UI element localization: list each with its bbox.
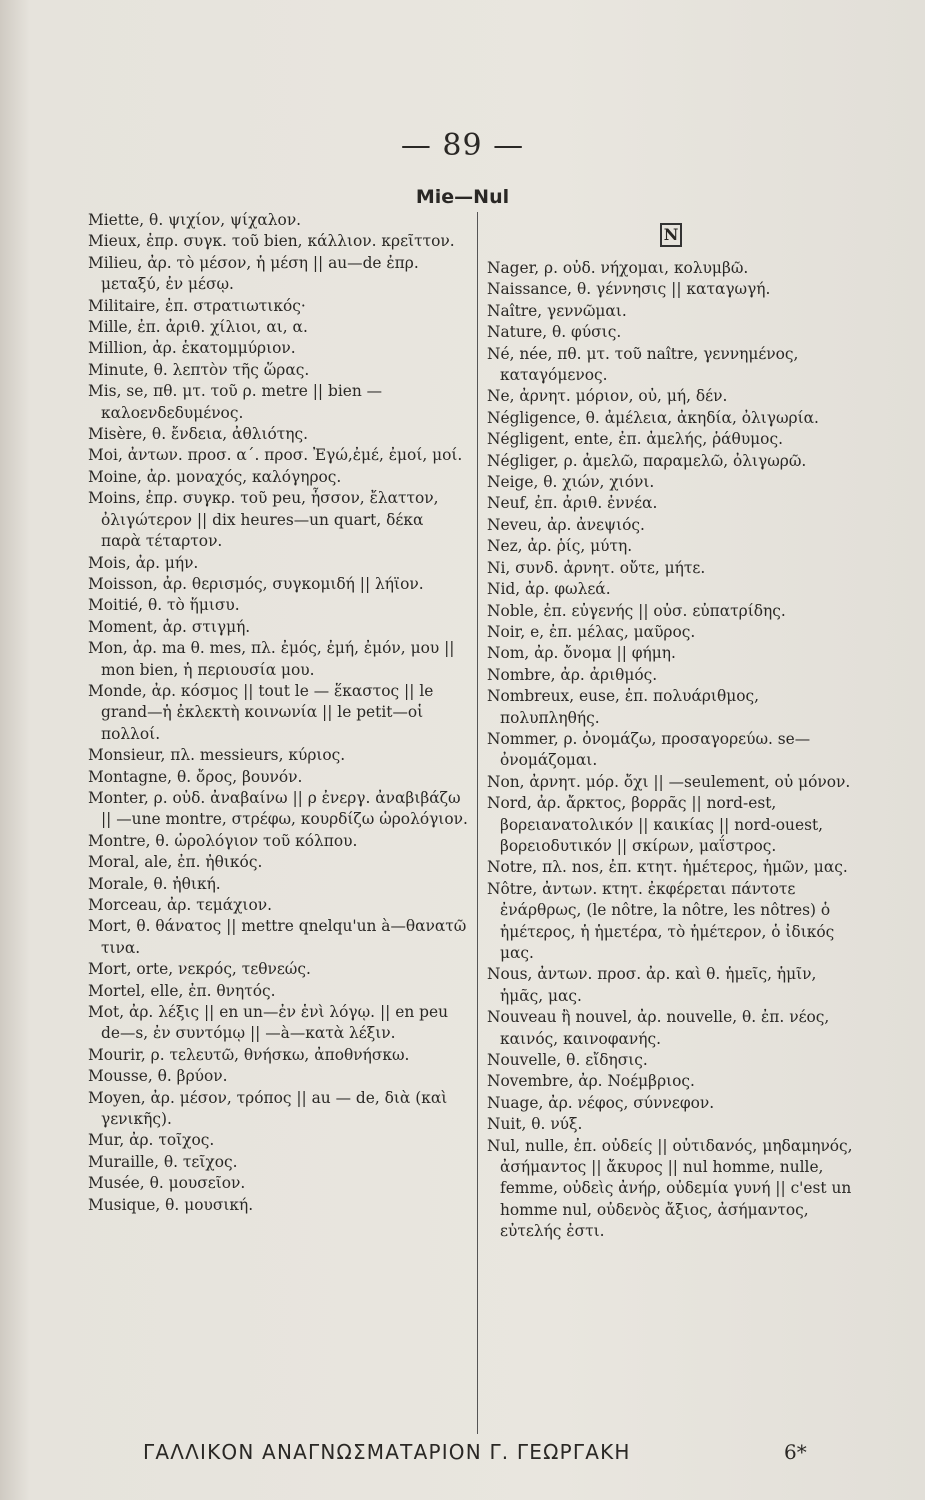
- dictionary-entry: Nombre, ἀρ. ἀριθμός.: [487, 665, 658, 684]
- dictionary-entry: Ni, συνδ. ἀρνητ. οὔτε, μήτε.: [487, 558, 706, 577]
- footer-title: ΓΑΛΛΙΚΟΝ ΑΝΑΓΝΩΣΜΑΤΑΡΙΟΝ Γ. ΓΕΩΡΓΑΚΗ: [143, 1440, 631, 1464]
- dictionary-entry: Mort, θ. θάνατος || mettre qnelqu'un à—θανατῶ τινα.: [88, 917, 467, 957]
- right-entries: [487, 258, 855, 1243]
- dictionary-entry: Moi, ἀντων. προσ. α΄. προσ. Ἐγώ,ἐμέ, ἐμοί, μοί.: [88, 446, 463, 465]
- dictionary-entry: Notre, πλ. nos, ἐπ. κτητ. ἡμέτερος, ἡμῶν, μας.: [487, 858, 848, 877]
- dictionary-entry: Mot, ἀρ. λέξις || en un—ἐν ἑνὶ λόγῳ. || en peu de—s, ἐν συντόμῳ || —à—κατὰ λέξιν.: [88, 1003, 449, 1043]
- dictionary-entry: Musique, θ. μουσική.: [88, 1195, 254, 1214]
- dictionary-entry: Moins, ἐπρ. συγκρ. τοῦ peu, ἧσσον, ἔλαττον, ὀλιγώτερον || dix heures—un quart, δέκα παρὰ τέταρτον.: [88, 489, 439, 551]
- dictionary-entry: Nul, nulle, ἐπ. οὐδείς || οὐτιδανός, μηδαμηνός, ἀσήμαντος || ἄκυρος || nul homme, nulle, femme, οὐδεὶς ἀνήρ, οὐδεμία γυνή || c'est un homme nul, οὐδενὸς ἄξιος, ἀσήμαντος, εὐτελής ἐστι.: [487, 1136, 853, 1241]
- letter-heading: [487, 210, 855, 258]
- dictionary-entry: Nager, ρ. οὐδ. νήχομαι, κολυμβῶ.: [487, 259, 749, 277]
- dictionary-entry: Morceau, ἀρ. τεμάχιον.: [88, 896, 272, 914]
- dictionary-entry: Montagne, θ. ὄρος, βουνόν.: [88, 767, 303, 786]
- dictionary-entry: Mille, ἐπ. ἀριθ. χίλιοι, αι, α.: [88, 318, 308, 337]
- dictionary-entry: Mortel, elle, ἐπ. θνητός.: [88, 981, 276, 1000]
- dictionary-entry: Neveu, ἀρ. ἀνεψιός.: [487, 515, 645, 534]
- dictionary-entry: Nuage, ἀρ. νέφος, σύννεφον.: [487, 1093, 715, 1112]
- dictionary-entry: Non, ἀρνητ. μόρ. ὄχι || —seulement, οὐ μόνον.: [487, 772, 851, 791]
- dictionary-entry: Mis, se, πθ. μτ. τοῦ ρ. metre || bien —καλοενδεδυμένος.: [88, 382, 383, 422]
- dictionary-entry: Moyen, ἀρ. μέσον, τρόπος || au — de, διὰ (καὶ γενικῆς).: [88, 1088, 448, 1129]
- dictionary-entry: Nouvelle, θ. εἴδησις.: [487, 1051, 648, 1070]
- dictionary-entry: Naître, γεννῶμαι.: [487, 301, 627, 320]
- section-heading: Mie—Nul: [415, 186, 510, 208]
- dictionary-entry: Misère, θ. ἔνδεια, ἀθλιότης.: [88, 425, 309, 444]
- dictionary-entry: Nôtre, ἀντων. κτητ. ἐκφέρεται πάντοτε ἐνάρθρως, (le nôtre, la nôtre, les nôtres) ὁ ἡμέτερος, ἡ ἡμετέρα, τὸ ἡμέτερον, ὁ ἰδικός μας.: [487, 879, 835, 962]
- dictionary-entry: Nommer, ρ. ὀνομάζω, προσαγορεύω. se—ὀνομάζομαι.: [487, 729, 811, 770]
- dictionary-entry: Nature, θ. φύσις.: [487, 323, 622, 342]
- dictionary-entry: Nord, ἀρ. ἄρκτος, βορρᾶς || nord-est, βορειανατολικόν || καικίας || nord-ouest, βορειοδυτικόν || σκίρων, μαΐστρος.: [487, 794, 824, 855]
- dictionary-entry: Mort, orte, νεκρός, τεθνεώς.: [88, 960, 311, 979]
- left-column: [88, 210, 468, 1216]
- dictionary-entry: Naissance, θ. γέννησις || καταγωγή.: [487, 280, 771, 299]
- dictionary-entry: Neuf, ἐπ. ἀριθ. ἐννέα.: [487, 494, 658, 513]
- dictionary-entry: Novembre, ἀρ. Νοέμβριος.: [487, 1072, 695, 1091]
- dictionary-entry: Musée, θ. μουσεῖον.: [88, 1174, 246, 1193]
- dictionary-entry: Nom, ἀρ. ὄνομα || φήμη.: [487, 644, 676, 663]
- dictionary-entry: Nez, ἀρ. ῥίς, μύτη.: [487, 537, 633, 556]
- dictionary-entry: Noir, e, ἐπ. μέλας, μαῦρος.: [487, 622, 696, 641]
- dictionary-entry: Monter, ρ. οὐδ. ἀναβαίνω || ρ ἐνεργ. ἀναβιβάζω || —une montre, στρέφω, κουρδίζω ὡρολόγιον.: [88, 788, 468, 829]
- dictionary-entry: Nous, ἀντων. προσ. ἀρ. καὶ θ. ἡμεῖς, ἡμῖν, ἡμᾶς, μας.: [487, 965, 817, 1005]
- dictionary-entry: Monsieur, πλ. messieurs, κύριος.: [88, 746, 346, 765]
- signature-mark: 6*: [784, 1440, 807, 1464]
- dictionary-entry: Mur, ἀρ. τοῖχος.: [88, 1131, 215, 1150]
- right-column: [487, 210, 855, 1243]
- dictionary-entry: Minute, θ. λεπτὸν τῆς ὥρας.: [88, 360, 310, 379]
- dictionary-entry: Million, ἀρ. ἑκατομμύριον.: [88, 339, 296, 358]
- dictionary-entry: Milieu, ἀρ. τὸ μέσον, ἡ μέση || au—de ἐπρ. μεταξύ, ἐν μέσῳ.: [88, 253, 419, 294]
- dictionary-entry: Ne, ἀρνητ. μόριον, οὐ, μή, δέν.: [487, 387, 728, 406]
- dictionary-entry: Nuit, θ. νύξ.: [487, 1115, 583, 1134]
- dictionary-entry: Neige, θ. χιών, χιόνι.: [487, 473, 655, 492]
- dictionary-entry: Mourir, ρ. τελευτῶ, θνήσκω, ἀποθνήσκω.: [88, 1045, 410, 1064]
- dictionary-entry: Nouveau ἢ nouvel, ἀρ. nouvelle, θ. ἐπ. νέος, καινός, καινοφανής.: [487, 1008, 830, 1048]
- dictionary-entry: Moine, ἀρ. μοναχός, καλόγηρος.: [88, 467, 342, 486]
- dictionary-entry: Négliger, ρ. ἀμελῶ, παραμελῶ, ὀλιγωρῶ.: [487, 451, 807, 470]
- dictionary-entry: Mois, ἀρ. μήν.: [88, 553, 199, 572]
- page-number: — 89 —: [400, 128, 525, 163]
- column-divider: [477, 212, 478, 1434]
- dictionary-entry: Mousse, θ. βρύον.: [88, 1067, 228, 1086]
- dictionary-entry: Monde, ἀρ. κόσμος || tout le — ἕκαστος || le grand—ἡ ἐκλεκτὴ κοινωνία || le petit—οἱ πολλοί.: [88, 681, 434, 743]
- dictionary-entry: Mon, ἀρ. ma θ. mes, πλ. ἐμός, ἐμή, ἐμόν, μου || mon bien, ἡ περιουσία μου.: [88, 639, 455, 679]
- dictionary-entry: Muraille, θ. τεῖχος.: [88, 1152, 238, 1171]
- dictionary-entry: Nombreux, euse, ἐπ. πολυάριθμος, πολυπληθής.: [487, 687, 760, 727]
- dictionary-entry: Négligent, ente, ἐπ. ἀμελής, ῥάθυμος.: [487, 430, 783, 449]
- dictionary-entry: Miette, θ. ψιχίον, ψίχαλον.: [88, 211, 302, 229]
- dictionary-entry: Négligence, θ. ἀμέλεια, ἀκηδία, ὀλιγωρία.: [487, 408, 819, 427]
- dictionary-entry: Noble, ἐπ. εὐγενής || οὐσ. εὐπατρίδης.: [487, 601, 786, 620]
- dictionary-entry: Moral, ale, ἐπ. ἠθικός.: [88, 853, 263, 872]
- dictionary-entry: Nid, ἀρ. φωλεά.: [487, 580, 611, 599]
- dictionary-entry: Militaire, ἐπ. στρατιωτικός·: [88, 296, 306, 315]
- dictionary-entry: Montre, θ. ὡρολόγιον τοῦ κόλπου.: [88, 831, 358, 850]
- dictionary-entry: Né, née, πθ. μτ. τοῦ naître, γεννημένος, καταγόμενος.: [487, 344, 799, 385]
- dictionary-entry: Moment, ἀρ. στιγμή.: [88, 617, 251, 636]
- dictionary-entry: Moitié, θ. τὸ ἥμισυ.: [88, 596, 240, 615]
- dictionary-entry: Mieux, ἐπρ. συγκ. τοῦ bien, κάλλιον. κρεῖττον.: [88, 232, 455, 251]
- dictionary-entry: Moisson, ἀρ. θερισμός, συγκομιδή || λήϊον.: [88, 574, 424, 593]
- dictionary-entry: Morale, θ. ἠθική.: [88, 874, 221, 893]
- letter-heading-box: N: [660, 223, 682, 247]
